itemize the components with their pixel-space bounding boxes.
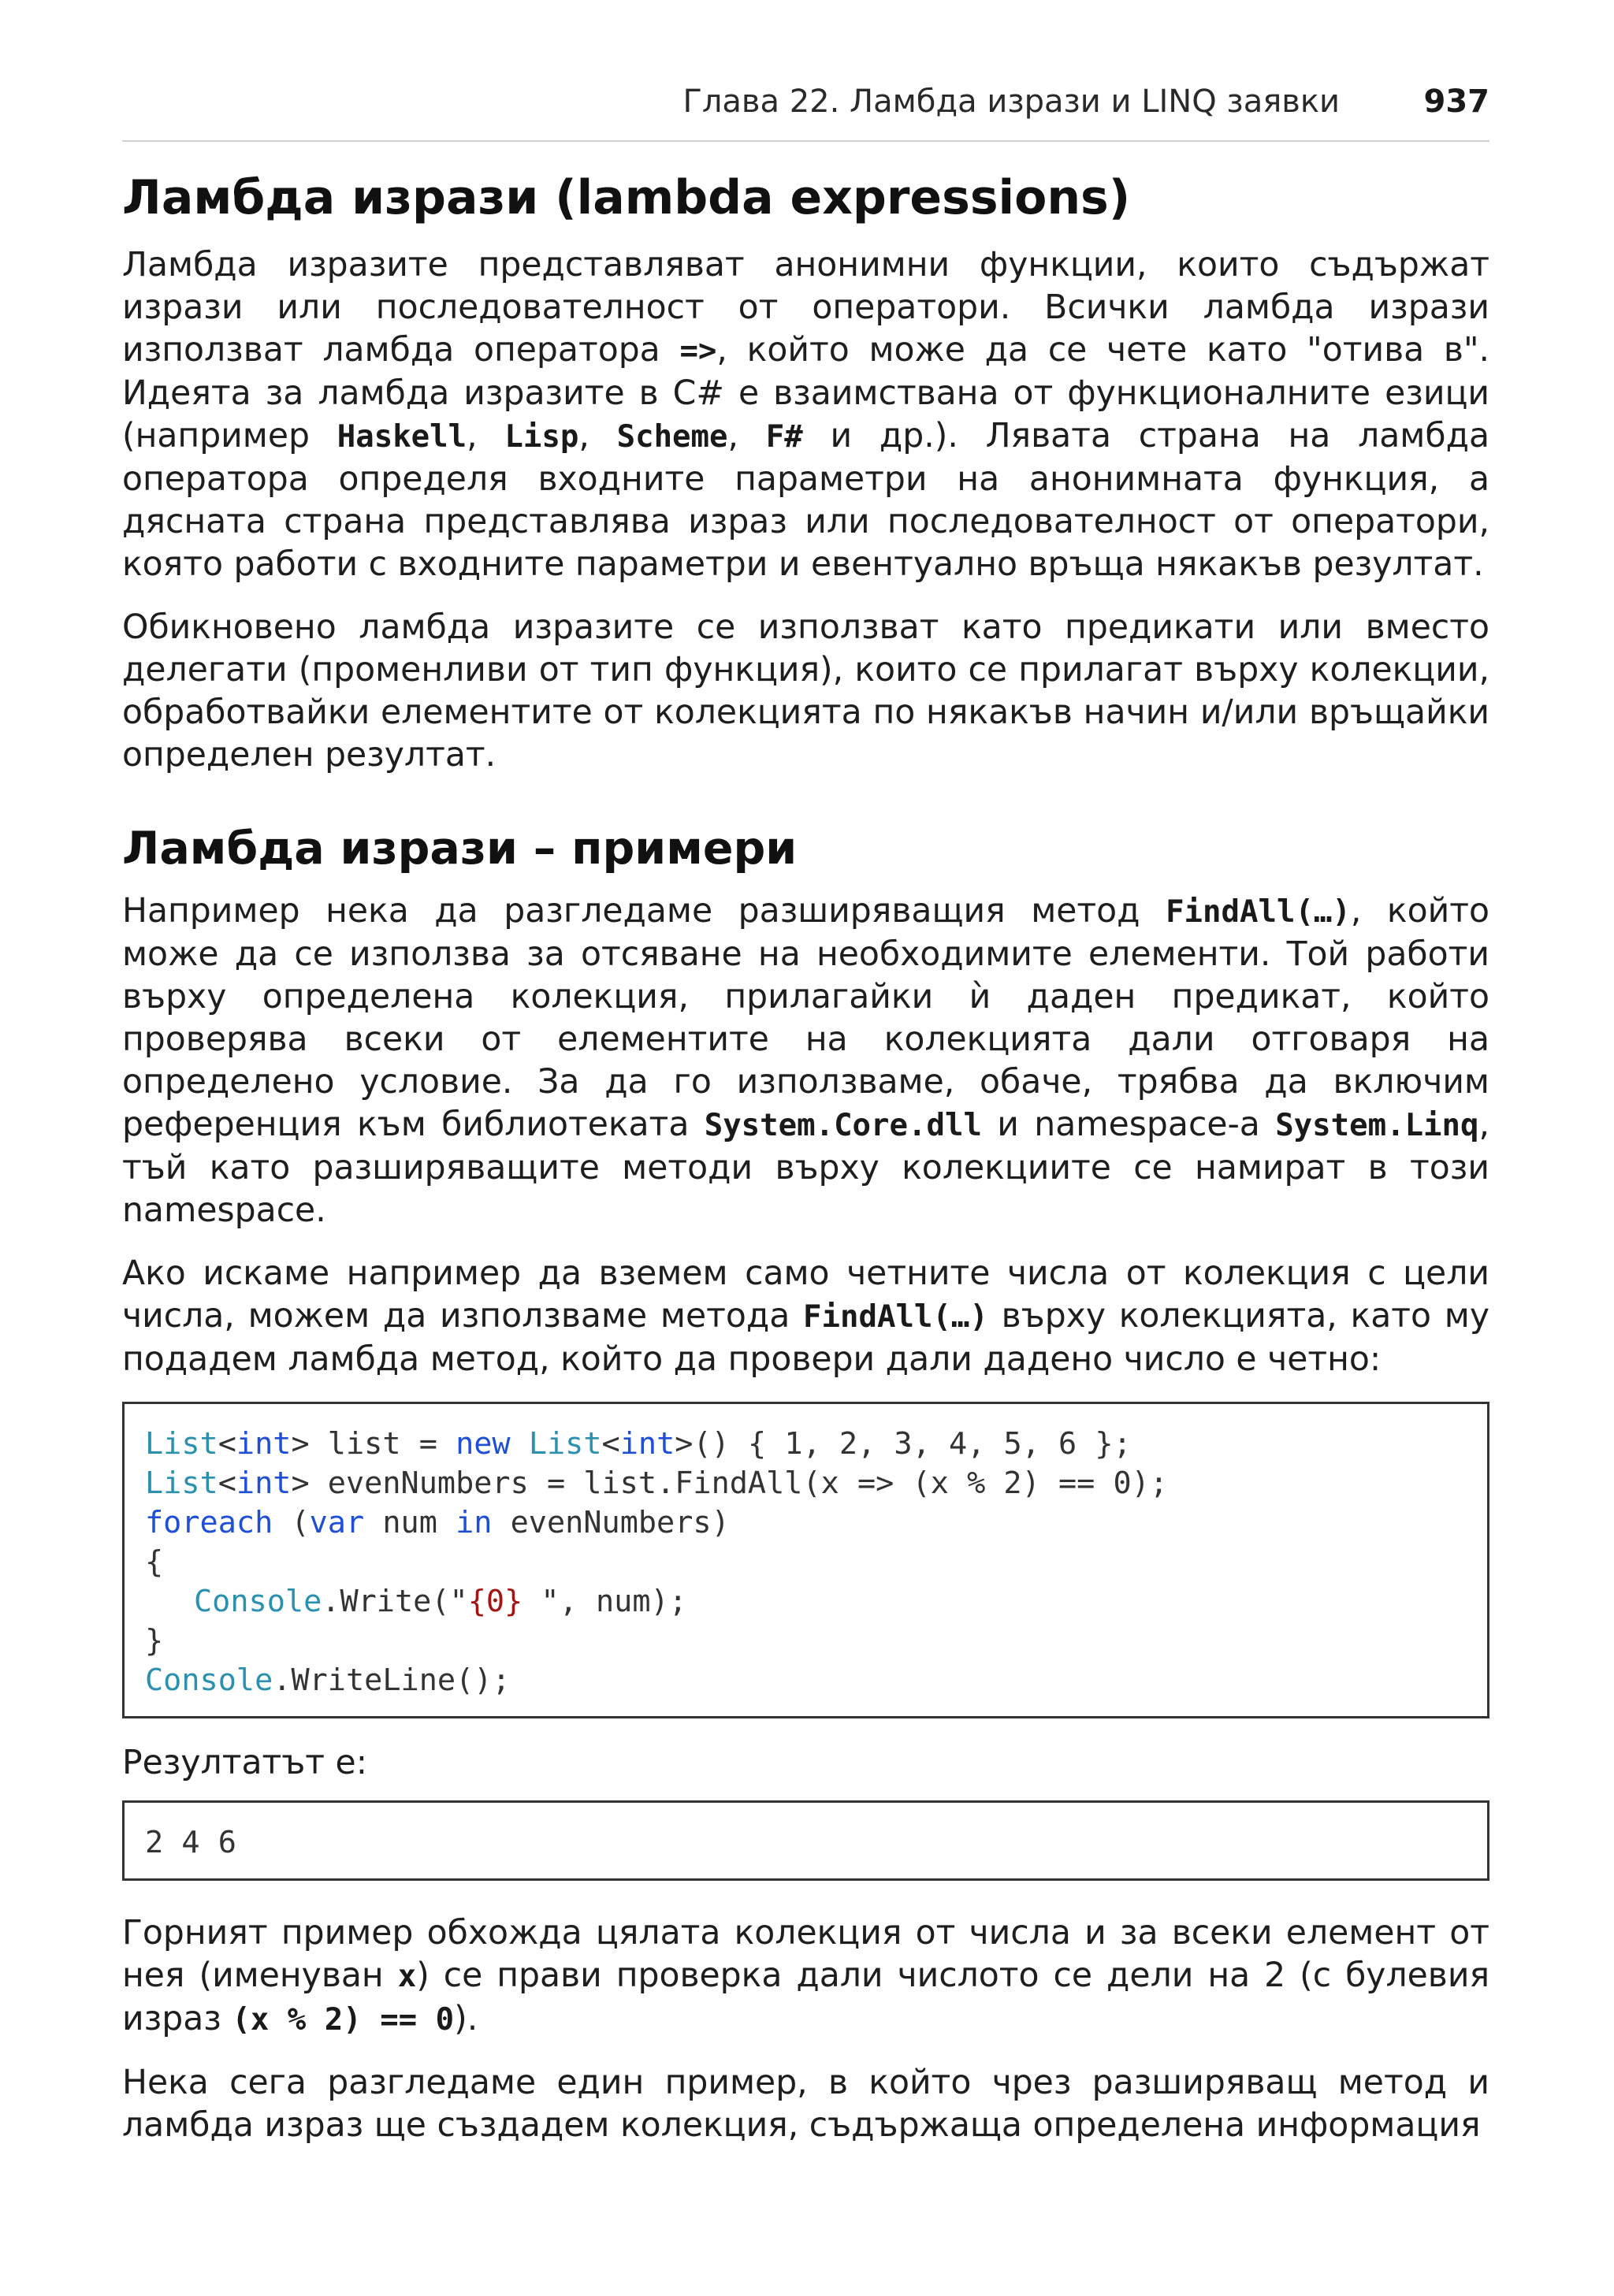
code-line: {	[145, 1544, 164, 1580]
text-run: ,	[467, 417, 505, 455]
section-heading-lambda-expressions: Ламбда изрази (lambda expressions)	[122, 170, 1131, 225]
paragraph-lambda-intro	[122, 244, 1489, 586]
output-line: 2 4 6	[145, 1825, 236, 1860]
text-run: ).	[454, 2000, 478, 2038]
code-line: }	[145, 1623, 164, 1659]
inline-code-system-linq: System.Linq	[1275, 1108, 1479, 1143]
code-line: foreach (var num in evenNumbers)	[145, 1505, 730, 1540]
paragraph-lambda-usage: Обикновено ламбда изразите се използват като предикати или вместо делегати (променливи от тип функция), които се прилагат върху колекции, обработвайки елементите от колекцията по някакъв начин и/или връщайки определен резултат.	[122, 608, 1489, 775]
text-run: ) се прави проверка дали числото се дели на 2 (с булевия израз	[122, 1956, 1490, 2038]
text-run: , който може да се чете като "отива в". Идеята за ламбда изразите в C# е взаимствана от функционалните езици (например	[122, 331, 1490, 455]
inline-code-x: x	[397, 1959, 417, 1994]
paragraph-findall-intro	[122, 890, 1489, 1232]
code-line: List<int> list = new List<int>() { 1, 2, 3, 4, 5, 6 };	[145, 1426, 1132, 1462]
page-content	[122, 165, 1489, 2168]
paragraph-even-numbers	[122, 1253, 1489, 1381]
paragraph-next-example: Нека сега разгледаме един пример, в който чрез разширяващ метод и ламбда израз ще създадем колекция, съдържаща определена информация	[122, 2064, 1489, 2145]
text-run: и namespace-a	[981, 1105, 1276, 1144]
text-run: , тъй като разширяващите методи върху колекциите се намират в този namespace.	[122, 1105, 1489, 1230]
text-run: ,	[727, 417, 766, 455]
chapter-title: Глава 22. Ламбда изрази и LINQ заявки	[682, 84, 1340, 120]
inline-code-lisp: Lisp	[504, 419, 579, 455]
section-heading-lambda-examples: Ламбда изрази – примери	[122, 823, 798, 875]
text-run: Горният пример обхожда цялата колекция от числа и за всеки елемент от нея (именуван	[122, 1914, 1489, 1995]
inline-code-fsharp: F#	[765, 419, 803, 455]
text-run: Ако искаме например да вземем само четните числа от колекция с цели числа, можем да използваме метода	[122, 1254, 1489, 1336]
text-run: и др.). Лявата страна на ламбда оператора определя входните параметри на анонимната функция, а дясната страна представлява израз или последователност от оператори, която работи с входните параметри и евентуално връща някакъв резултат.	[122, 417, 1490, 584]
inline-code-findall: FindAll(…)	[1166, 894, 1351, 930]
output-listing	[122, 1800, 1489, 1881]
paragraph-example-explanation	[122, 1912, 1489, 2042]
code-line: Console.Write("{0} ", num);	[194, 1584, 687, 1619]
inline-code-scheme: Scheme	[616, 419, 728, 455]
inline-code-system-core-dll: System.Core.dll	[704, 1108, 982, 1143]
inline-code-findall: FindAll(…)	[803, 1299, 988, 1335]
inline-code-boolean-expression: (x % 2) == 0	[232, 2002, 455, 2038]
text-run: върху колекцията, като му подадем ламбда метод, който да провери дали дадено число е четно:	[122, 1297, 1489, 1379]
result-label: Резултатът е:	[122, 1744, 368, 1782]
text-run: Например нека да разгледаме разширяващия метод	[122, 892, 1166, 931]
text-run: ,	[578, 417, 617, 455]
page-number: 937	[1423, 84, 1489, 120]
inline-code-haskell: Haskell	[337, 419, 467, 455]
running-header	[122, 79, 1489, 142]
inline-code-lambda-operator: =>	[679, 333, 717, 369]
text-run: , който може да се използва за отсяване на необходимите елементи. Той работи върху определена колекция, прилагайки ѝ даден предикат, който проверява всеки от елементите на колекцията дали отговаря на определено условие. За да го използваме, обаче, трябва да включим референция към библиотеката	[122, 892, 1489, 1144]
text-run: Ламбда изразите представляват анонимни функции, които съдържат изрази или последователност от оператори. Всички ламбда изрази използват ламбда оператора	[122, 246, 1489, 370]
code-line: List<int> evenNumbers = list.FindAll(x => (x % 2) == 0);	[145, 1466, 1169, 1501]
code-listing	[122, 1402, 1489, 1718]
code-line: Console.WriteLine();	[145, 1663, 511, 1698]
